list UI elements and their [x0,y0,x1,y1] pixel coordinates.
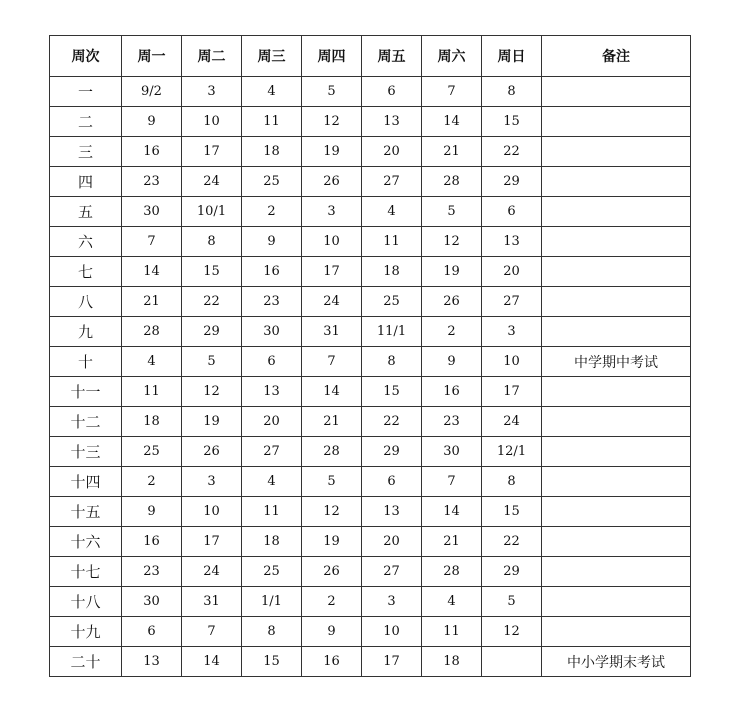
table-row [50,227,691,257]
date-cell-fri: 17 [362,647,422,677]
date-cell-sat: 28 [422,167,482,197]
week-number-cell: 十五 [50,497,122,527]
table-row [50,287,691,317]
date-cell-wed: 1/1 [242,587,302,617]
date-cell-thu: 21 [302,407,362,437]
date-cell-fri: 18 [362,257,422,287]
date-cell-sun: 15 [482,497,542,527]
date-cell-mon: 11 [122,377,182,407]
date-cell-sat: 4 [422,587,482,617]
date-cell-wed: 4 [242,77,302,107]
week-number-cell: 十七 [50,557,122,587]
date-cell-tue: 24 [182,167,242,197]
date-cell-thu: 28 [302,437,362,467]
note-cell [542,197,691,227]
date-cell-sun: 12 [482,617,542,647]
week-number-cell: 十八 [50,587,122,617]
date-cell-fri: 6 [362,467,422,497]
date-cell-fri: 25 [362,287,422,317]
date-cell-tue: 7 [182,617,242,647]
date-cell-sun [482,647,542,677]
date-cell-wed: 18 [242,137,302,167]
date-cell-fri: 22 [362,407,422,437]
date-cell-wed: 20 [242,407,302,437]
date-cell-sun: 5 [482,587,542,617]
date-cell-mon: 23 [122,557,182,587]
date-cell-sun: 8 [482,77,542,107]
header-row [50,36,691,77]
date-cell-thu: 26 [302,557,362,587]
note-cell [542,287,691,317]
note-cell: 中小学期末考试 [542,647,691,677]
note-cell [542,257,691,287]
header-week: 周次 [50,36,122,77]
date-cell-thu: 26 [302,167,362,197]
week-number-cell: 十九 [50,617,122,647]
note-cell [542,227,691,257]
date-cell-sat: 7 [422,77,482,107]
date-cell-thu: 5 [302,467,362,497]
table-row [50,647,691,677]
date-cell-fri: 11 [362,227,422,257]
date-cell-sun: 12/1 [482,437,542,467]
date-cell-thu: 7 [302,347,362,377]
date-cell-mon: 30 [122,197,182,227]
note-cell [542,527,691,557]
table-row [50,167,691,197]
date-cell-wed: 18 [242,527,302,557]
date-cell-wed: 6 [242,347,302,377]
table-row [50,497,691,527]
week-number-cell: 七 [50,257,122,287]
date-cell-mon: 21 [122,287,182,317]
date-cell-thu: 19 [302,527,362,557]
note-cell [542,107,691,137]
date-cell-sun: 27 [482,287,542,317]
date-cell-tue: 17 [182,137,242,167]
note-cell [542,617,691,647]
table-header [50,36,691,77]
date-cell-tue: 10 [182,107,242,137]
date-cell-tue: 12 [182,377,242,407]
table-row [50,137,691,167]
date-cell-mon: 2 [122,467,182,497]
date-cell-fri: 27 [362,557,422,587]
date-cell-mon: 9/2 [122,77,182,107]
date-cell-wed: 16 [242,257,302,287]
date-cell-thu: 3 [302,197,362,227]
table-row [50,317,691,347]
week-number-cell: 十四 [50,467,122,497]
date-cell-fri: 8 [362,347,422,377]
date-cell-sat: 14 [422,497,482,527]
table-row [50,407,691,437]
date-cell-fri: 6 [362,77,422,107]
date-cell-wed: 11 [242,107,302,137]
date-cell-wed: 13 [242,377,302,407]
week-number-cell: 十三 [50,437,122,467]
note-cell [542,137,691,167]
date-cell-sat: 7 [422,467,482,497]
date-cell-sun: 29 [482,557,542,587]
date-cell-wed: 9 [242,227,302,257]
week-number-cell: 八 [50,287,122,317]
date-cell-mon: 16 [122,527,182,557]
date-cell-sat: 11 [422,617,482,647]
note-cell [542,167,691,197]
date-cell-sat: 16 [422,377,482,407]
table-row [50,377,691,407]
week-number-cell: 二十 [50,647,122,677]
date-cell-mon: 7 [122,227,182,257]
date-cell-tue: 19 [182,407,242,437]
date-cell-tue: 15 [182,257,242,287]
date-cell-fri: 20 [362,527,422,557]
date-cell-sun: 8 [482,467,542,497]
week-number-cell: 三 [50,137,122,167]
date-cell-fri: 4 [362,197,422,227]
date-cell-sat: 9 [422,347,482,377]
date-cell-sun: 15 [482,107,542,137]
date-cell-sat: 23 [422,407,482,437]
date-cell-sat: 5 [422,197,482,227]
date-cell-thu: 16 [302,647,362,677]
table-row [50,197,691,227]
date-cell-fri: 27 [362,167,422,197]
week-number-cell: 九 [50,317,122,347]
date-cell-sun: 20 [482,257,542,287]
date-cell-tue: 14 [182,647,242,677]
date-cell-tue: 10 [182,497,242,527]
note-cell: 中学期中考试 [542,347,691,377]
date-cell-wed: 23 [242,287,302,317]
table-body [50,77,691,677]
date-cell-sun: 22 [482,527,542,557]
note-cell [542,437,691,467]
week-number-cell: 二 [50,107,122,137]
date-cell-mon: 14 [122,257,182,287]
date-cell-mon: 28 [122,317,182,347]
week-number-cell: 十二 [50,407,122,437]
note-cell [542,587,691,617]
date-cell-wed: 30 [242,317,302,347]
note-cell [542,467,691,497]
week-number-cell: 十一 [50,377,122,407]
date-cell-sun: 13 [482,227,542,257]
table-row [50,437,691,467]
note-cell [542,77,691,107]
header-wed: 周三 [242,36,302,77]
header-note: 备注 [542,36,691,77]
date-cell-sat: 18 [422,647,482,677]
date-cell-wed: 11 [242,497,302,527]
table-row [50,77,691,107]
date-cell-mon: 9 [122,107,182,137]
week-number-cell: 四 [50,167,122,197]
date-cell-sat: 30 [422,437,482,467]
date-cell-sun: 10 [482,347,542,377]
header-sat: 周六 [422,36,482,77]
week-number-cell: 五 [50,197,122,227]
date-cell-fri: 20 [362,137,422,167]
date-cell-tue: 22 [182,287,242,317]
header-sun: 周日 [482,36,542,77]
date-cell-thu: 19 [302,137,362,167]
date-cell-mon: 25 [122,437,182,467]
date-cell-fri: 29 [362,437,422,467]
date-cell-thu: 12 [302,497,362,527]
date-cell-thu: 14 [302,377,362,407]
week-number-cell: 十六 [50,527,122,557]
date-cell-mon: 9 [122,497,182,527]
date-cell-tue: 5 [182,347,242,377]
date-cell-sat: 26 [422,287,482,317]
date-cell-wed: 8 [242,617,302,647]
date-cell-thu: 24 [302,287,362,317]
date-cell-mon: 4 [122,347,182,377]
table-row [50,467,691,497]
date-cell-thu: 5 [302,77,362,107]
date-cell-sat: 19 [422,257,482,287]
table-row [50,257,691,287]
week-number-cell: 一 [50,77,122,107]
week-number-cell: 十 [50,347,122,377]
note-cell [542,407,691,437]
date-cell-fri: 3 [362,587,422,617]
table-row [50,107,691,137]
note-cell [542,317,691,347]
table-row [50,587,691,617]
date-cell-tue: 3 [182,467,242,497]
table-row [50,557,691,587]
date-cell-fri: 13 [362,107,422,137]
table-row [50,527,691,557]
note-cell [542,557,691,587]
date-cell-mon: 13 [122,647,182,677]
date-cell-thu: 9 [302,617,362,647]
date-cell-thu: 17 [302,257,362,287]
date-cell-wed: 15 [242,647,302,677]
date-cell-fri: 11/1 [362,317,422,347]
date-cell-mon: 16 [122,137,182,167]
date-cell-fri: 10 [362,617,422,647]
date-cell-mon: 30 [122,587,182,617]
school-calendar-table [49,35,691,677]
header-thu: 周四 [302,36,362,77]
header-fri: 周五 [362,36,422,77]
date-cell-mon: 18 [122,407,182,437]
date-cell-sun: 3 [482,317,542,347]
date-cell-sat: 21 [422,527,482,557]
date-cell-tue: 3 [182,77,242,107]
date-cell-mon: 23 [122,167,182,197]
table-row [50,347,691,377]
date-cell-sat: 28 [422,557,482,587]
date-cell-thu: 10 [302,227,362,257]
date-cell-sat: 12 [422,227,482,257]
date-cell-fri: 15 [362,377,422,407]
date-cell-wed: 27 [242,437,302,467]
week-number-cell: 六 [50,227,122,257]
date-cell-wed: 25 [242,557,302,587]
note-cell [542,377,691,407]
date-cell-tue: 24 [182,557,242,587]
date-cell-sun: 24 [482,407,542,437]
date-cell-thu: 31 [302,317,362,347]
date-cell-sun: 17 [482,377,542,407]
date-cell-wed: 25 [242,167,302,197]
note-cell [542,497,691,527]
date-cell-thu: 2 [302,587,362,617]
date-cell-sat: 21 [422,137,482,167]
date-cell-tue: 26 [182,437,242,467]
date-cell-wed: 4 [242,467,302,497]
date-cell-tue: 29 [182,317,242,347]
date-cell-tue: 8 [182,227,242,257]
header-tue: 周二 [182,36,242,77]
date-cell-mon: 6 [122,617,182,647]
date-cell-sat: 14 [422,107,482,137]
date-cell-sun: 29 [482,167,542,197]
date-cell-sun: 6 [482,197,542,227]
header-mon: 周一 [122,36,182,77]
date-cell-tue: 10/1 [182,197,242,227]
date-cell-sat: 2 [422,317,482,347]
date-cell-tue: 31 [182,587,242,617]
date-cell-tue: 17 [182,527,242,557]
date-cell-sun: 22 [482,137,542,167]
date-cell-thu: 12 [302,107,362,137]
date-cell-fri: 13 [362,497,422,527]
date-cell-wed: 2 [242,197,302,227]
table-row [50,617,691,647]
